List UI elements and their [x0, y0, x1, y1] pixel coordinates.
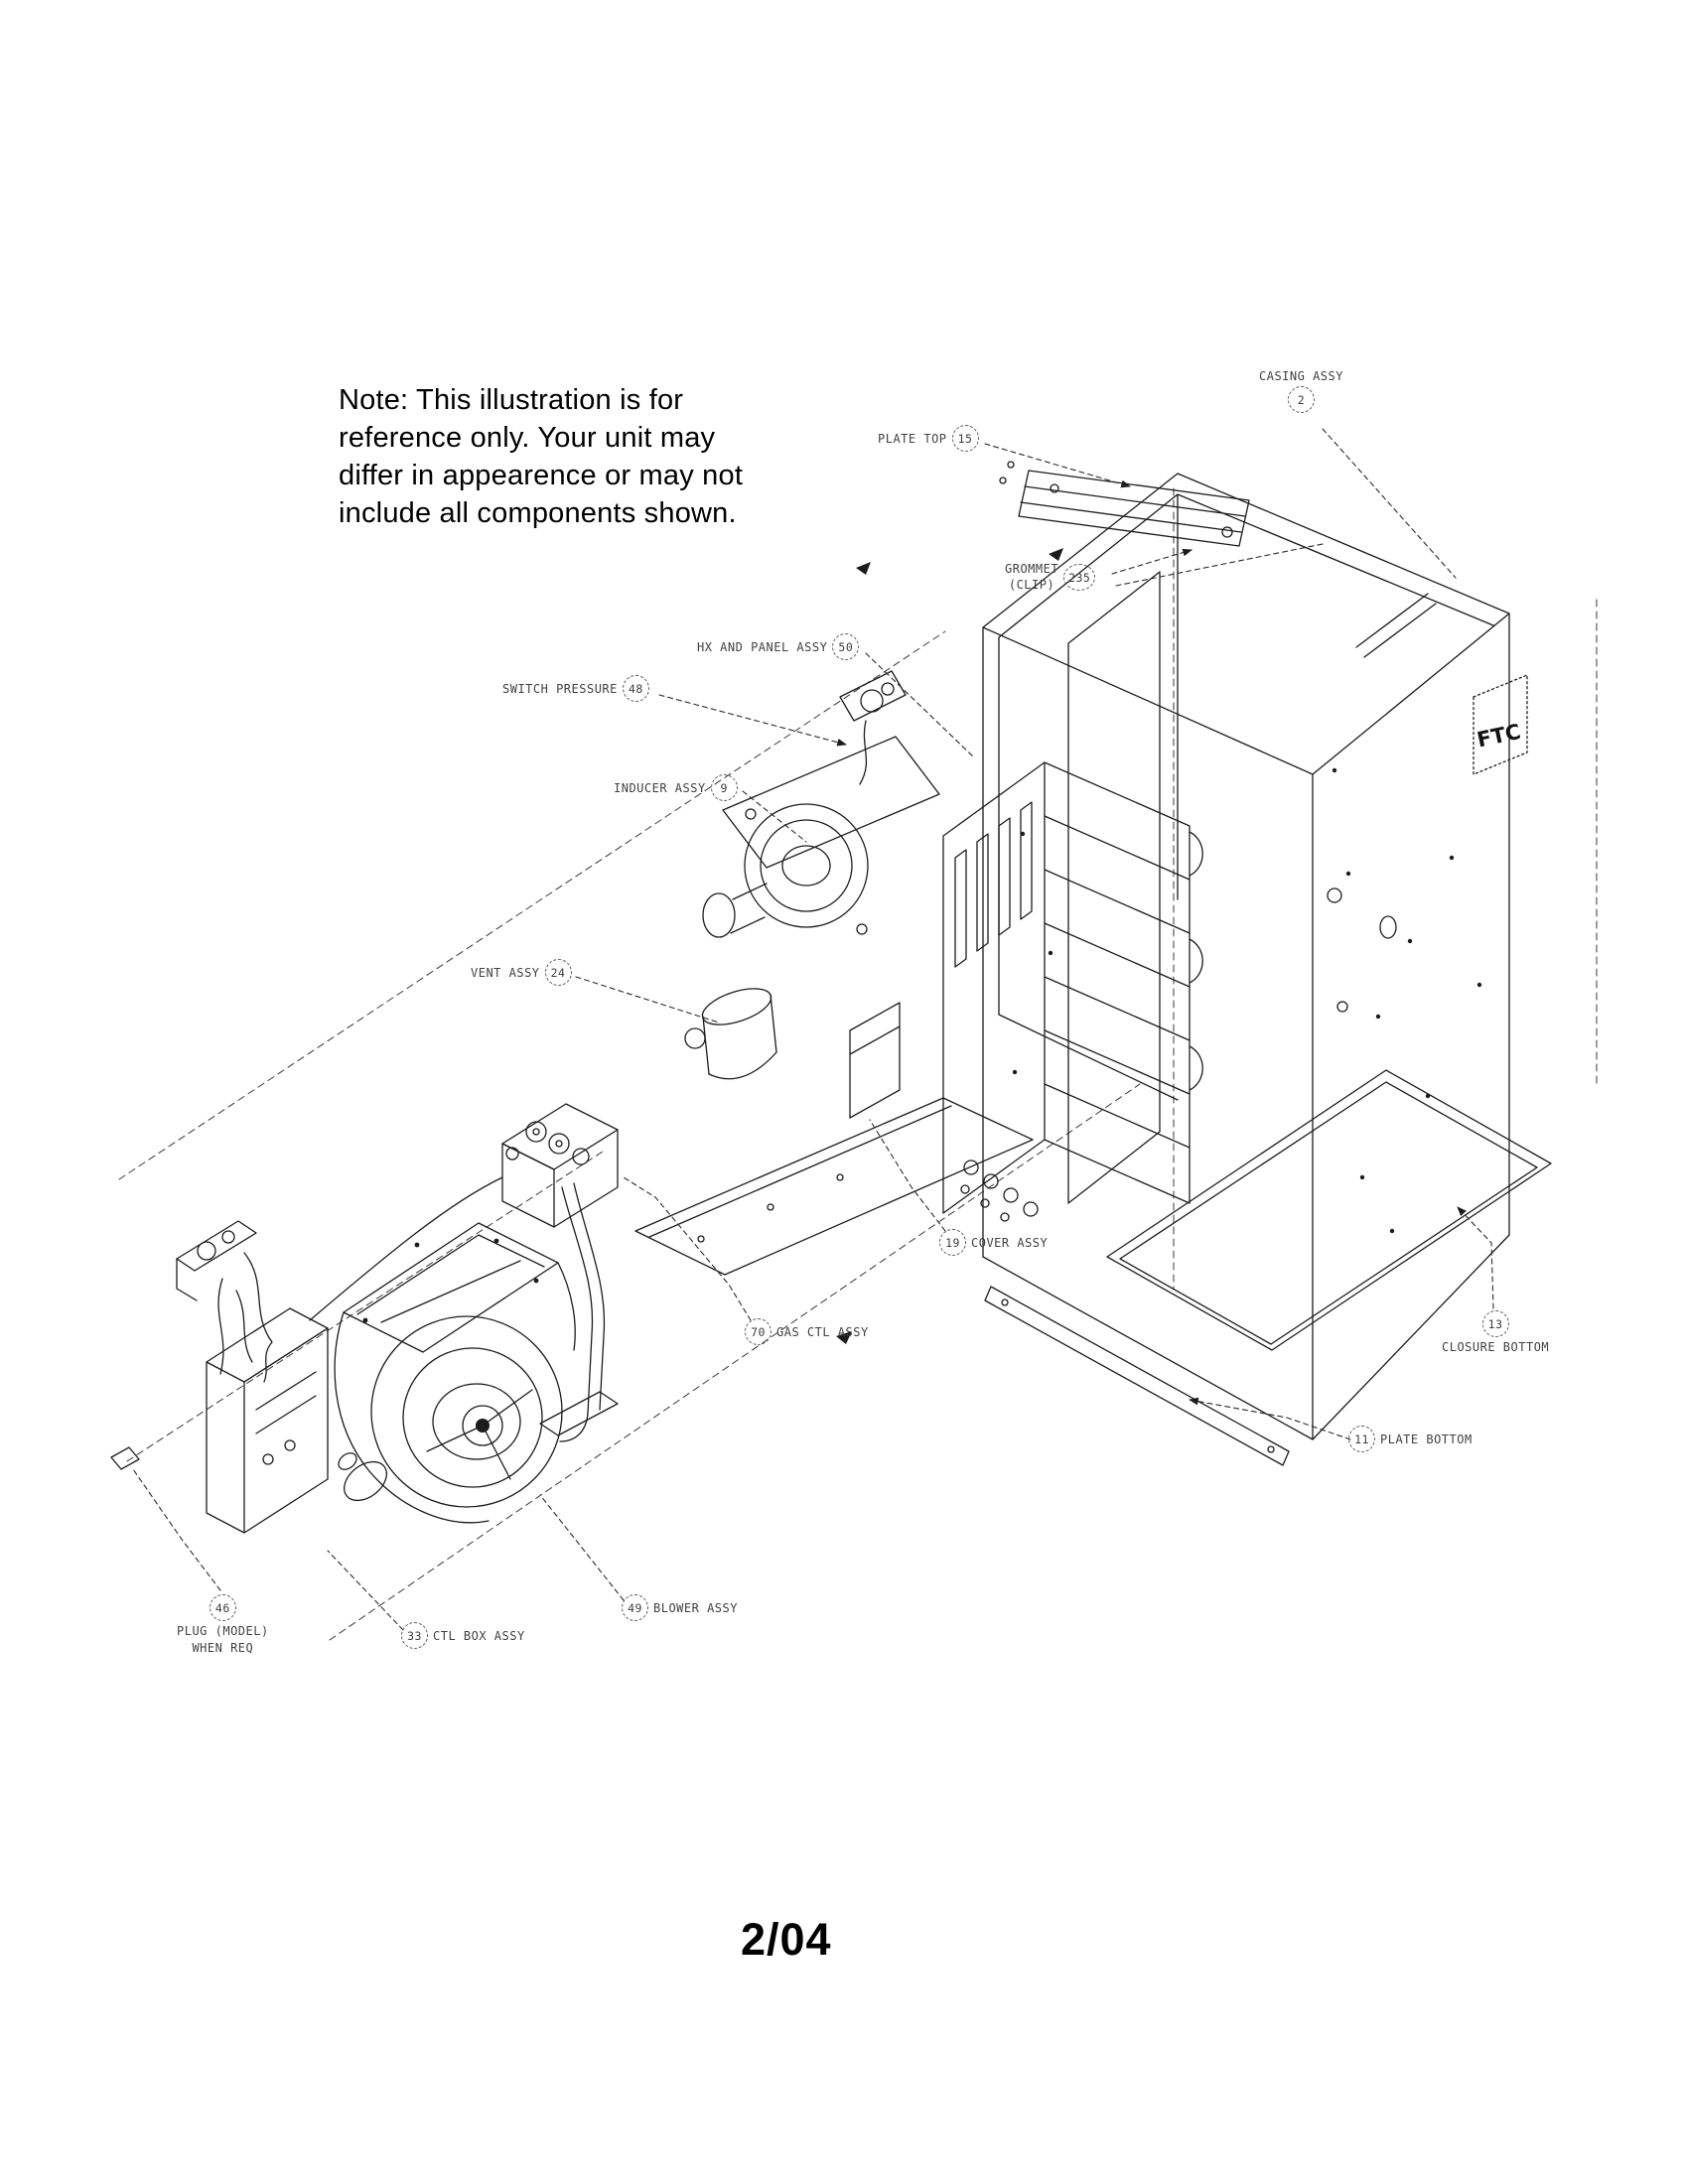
callout-ctl-box-assy-label: CTL BOX ASSY [433, 1628, 525, 1643]
note-line-3: differ in appearence or may not [339, 460, 744, 491]
callout-vent-assy [471, 959, 572, 986]
callout-plug-label: PLUG (MODEL) [177, 1624, 269, 1638]
pressure-switch-drawing [840, 671, 906, 784]
callout-vent-assy-label: VENT ASSY [471, 965, 540, 980]
gas-control-drawing [310, 1104, 618, 1441]
casing-drawing [983, 474, 1527, 1439]
reference-note [339, 381, 743, 532]
blower-drawing [335, 1223, 575, 1523]
heat-exchanger-drawing [635, 762, 1202, 1275]
callout-plug-number: 46 [210, 1594, 236, 1621]
note-line-1: Note: This illustration is for [339, 384, 684, 416]
callout-gas-ctl-assy-number: 70 [745, 1318, 772, 1345]
inducer-drawing [703, 737, 939, 937]
callout-grommet [1005, 562, 1095, 593]
footer-date-code: 2/04 [741, 1914, 832, 1965]
callout-hx-panel-assy [697, 633, 859, 660]
note-line-2: reference only. Your unit may [339, 422, 716, 454]
plate-bottom-drawing [836, 1287, 1289, 1465]
callout-cover-assy-number: 19 [939, 1229, 966, 1256]
callout-casing-assy-label: CASING ASSY [1259, 369, 1343, 383]
callout-inducer-assy-number: 9 [711, 774, 738, 801]
callout-ctl-box-assy-number: 33 [401, 1622, 428, 1649]
callout-plate-top [878, 425, 979, 452]
callout-hx-panel-assy-label: HX AND PANEL ASSY [697, 639, 828, 654]
callout-closure-bottom-number: 13 [1482, 1310, 1509, 1337]
callout-casing-assy [1259, 369, 1343, 413]
callout-switch-pressure [502, 675, 649, 702]
callout-grommet-sublabel: (CLIP) [1008, 577, 1055, 592]
callout-blower-assy-label: BLOWER ASSY [653, 1600, 738, 1615]
callout-inducer-assy-label: INDUCER ASSY [614, 780, 706, 795]
callout-plate-bottom [1348, 1426, 1473, 1452]
callout-plate-bottom-label: PLATE BOTTOM [1380, 1432, 1473, 1446]
callout-ctl-box-assy [401, 1622, 525, 1649]
vent-drawing [685, 982, 776, 1079]
callout-closure-bottom [1442, 1310, 1549, 1354]
callout-plate-bottom-number: 11 [1348, 1426, 1375, 1452]
callout-switch-pressure-number: 48 [623, 675, 649, 702]
brand-plate-text: FTC [1474, 719, 1523, 752]
callout-vent-assy-number: 24 [545, 959, 572, 986]
cover-drawing [850, 1003, 900, 1118]
callout-inducer-assy [614, 774, 738, 801]
callout-casing-assy-number: 2 [1288, 386, 1315, 413]
callout-grommet-number: 235 [1063, 564, 1095, 591]
note-line-4: include all components shown. [339, 497, 737, 529]
callout-gas-ctl-assy-label: GAS CTL ASSY [776, 1324, 869, 1339]
control-box-drawing [177, 1221, 328, 1533]
callout-plug [177, 1594, 269, 1655]
plug-drawing [111, 1447, 139, 1469]
callout-hx-panel-assy-number: 50 [832, 633, 859, 660]
callout-cover-assy [939, 1229, 1048, 1256]
callout-plate-top-label: PLATE TOP [878, 431, 947, 446]
guide-lines [119, 488, 1597, 1640]
callout-plate-top-number: 15 [952, 425, 979, 452]
callout-cover-assy-label: COVER ASSY [971, 1235, 1049, 1250]
callout-blower-assy [622, 1594, 738, 1621]
leader-lines [133, 429, 1493, 1630]
callout-switch-pressure-label: SWITCH PRESSURE [502, 681, 618, 696]
callout-plug-sublabel: WHEN REQ [192, 1641, 254, 1655]
callout-blower-assy-number: 49 [622, 1594, 648, 1621]
callout-closure-bottom-label: CLOSURE BOTTOM [1442, 1340, 1550, 1354]
callout-gas-ctl-assy [745, 1318, 869, 1345]
callout-grommet-label: GROMMET [1005, 562, 1059, 576]
